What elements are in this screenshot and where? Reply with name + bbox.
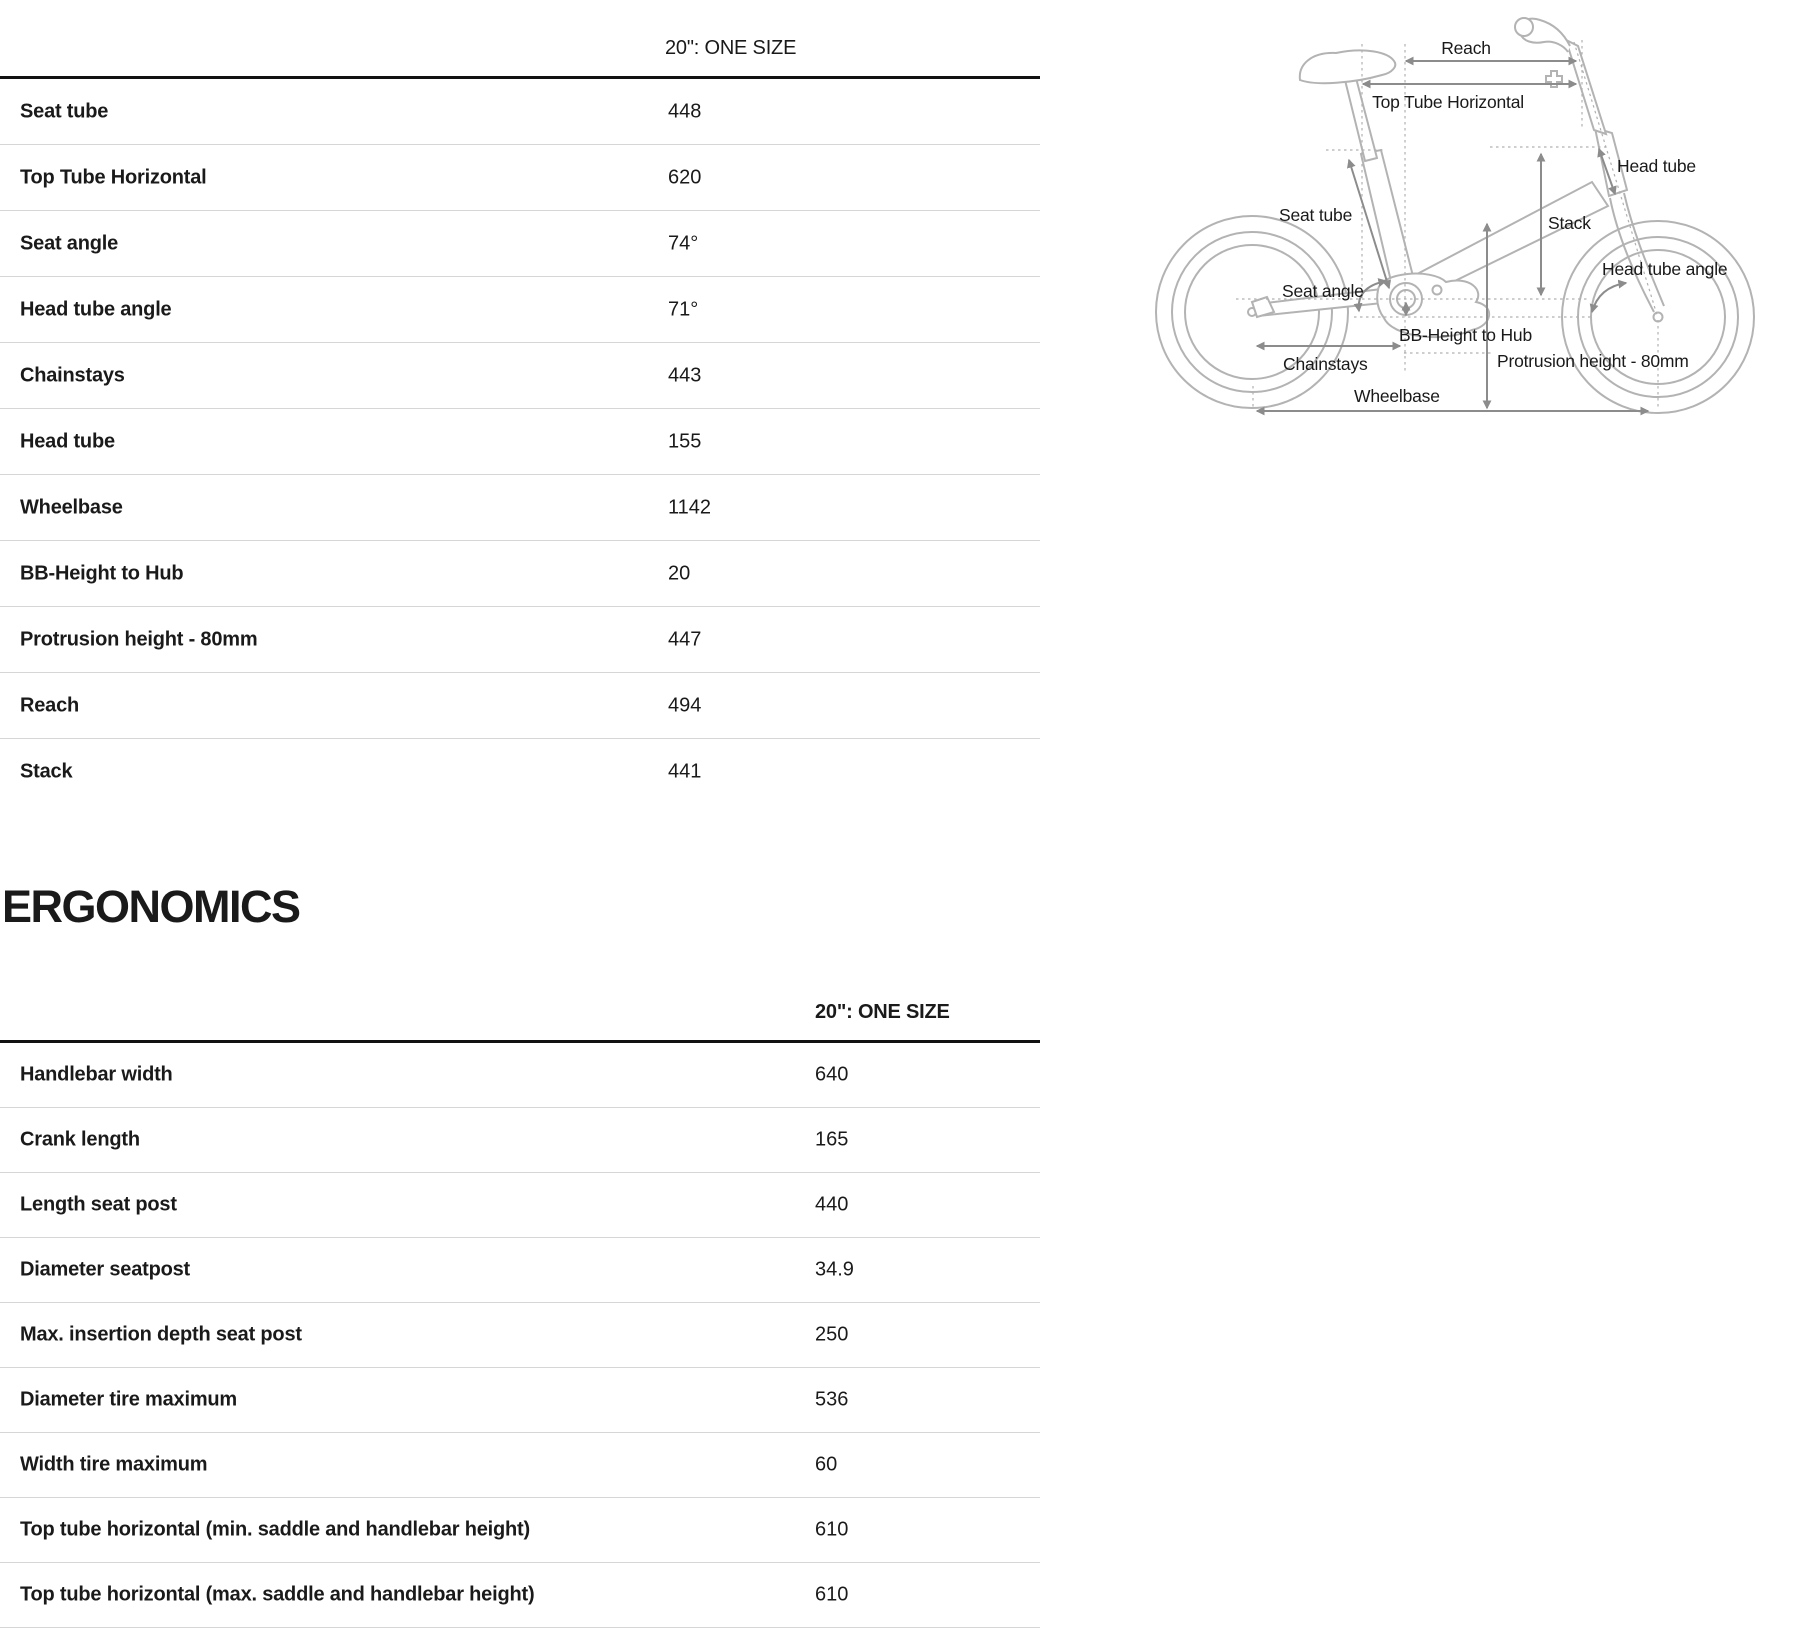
geometry-size-column-header: 20": ONE SIZE [665, 37, 797, 59]
row-value: 620 [668, 166, 702, 188]
diagram-label-reach: Reach [1441, 38, 1491, 58]
table-row [0, 673, 1040, 739]
row-label: Top tube horizontal (min. saddle and handlebar height) [20, 1518, 530, 1541]
row-label: Wheelbase [20, 496, 123, 518]
geometry-table-body [0, 79, 1040, 804]
table-row [0, 343, 1040, 409]
row-label: Diameter seatpost [20, 1258, 190, 1281]
row-value: 1142 [668, 496, 712, 518]
table-row [0, 607, 1040, 673]
row-value: 20 [668, 562, 691, 584]
table-row [0, 1173, 1040, 1238]
page-section-heading: ERGONOMICS [2, 881, 300, 932]
diagram-label-bb-height-to-hub: BB-Height to Hub [1399, 325, 1532, 345]
table-row [0, 79, 1040, 145]
table-row [0, 1043, 1040, 1108]
row-label: Length seat post [20, 1193, 177, 1216]
bike-geometry-diagram-icon [1140, 0, 1812, 440]
row-value: 441 [668, 760, 702, 782]
row-value: 34.9 [815, 1258, 854, 1281]
row-label: Max. insertion depth seat post [20, 1323, 302, 1346]
row-label: Top Tube Horizontal [20, 166, 207, 188]
diagram-label-seat-angle: Seat angle [1282, 281, 1364, 301]
row-value: 610 [815, 1583, 849, 1606]
row-label: Diameter tire maximum [20, 1388, 238, 1411]
row-value: 71° [668, 298, 699, 320]
table-row [0, 145, 1040, 211]
table-row [0, 211, 1040, 277]
row-value: 443 [668, 364, 702, 386]
table-row [0, 1433, 1040, 1498]
table-row [0, 541, 1040, 607]
row-value: 250 [815, 1323, 849, 1346]
row-label: Width tire maximum [20, 1453, 208, 1476]
geometry-table [0, 0, 1040, 804]
row-value: 155 [668, 430, 702, 452]
diagram-label-head-tube-angle: Head tube angle [1602, 259, 1728, 279]
table-row [0, 1303, 1040, 1368]
row-value: 640 [815, 1063, 849, 1086]
row-value: 165 [815, 1128, 849, 1151]
row-label: Protrusion height - 80mm [20, 628, 258, 650]
row-label: Chainstays [20, 364, 125, 386]
diagram-label-protrusion-height: Protrusion height - 80mm [1497, 351, 1689, 371]
row-label: Head tube [20, 430, 115, 452]
table-row [0, 1563, 1040, 1628]
diagram-label-seat-tube: Seat tube [1279, 205, 1353, 225]
table-row [0, 475, 1040, 541]
table-row [0, 409, 1040, 475]
geometry-table-header-row [0, 0, 1040, 79]
ergonomics-table [0, 964, 1040, 1628]
row-value: 610 [815, 1518, 849, 1541]
diagram-label-stack: Stack [1548, 213, 1591, 233]
table-row [0, 1498, 1040, 1563]
row-label: BB-Height to Hub [20, 562, 184, 584]
row-label: Handlebar width [20, 1063, 173, 1086]
table-row [0, 1238, 1040, 1303]
diagram-label-head-tube: Head tube [1617, 156, 1696, 176]
row-value: 440 [815, 1193, 849, 1216]
ergonomics-table-header-row [0, 964, 1040, 1043]
diagram-label-top-tube-horizontal: Top Tube Horizontal [1372, 92, 1524, 112]
row-label: Seat tube [20, 100, 109, 122]
ergonomics-table-body [0, 1043, 1040, 1628]
row-label: Crank length [20, 1128, 140, 1151]
row-value: 536 [815, 1388, 849, 1411]
diagram-label-wheelbase: Wheelbase [1354, 386, 1440, 406]
row-label: Top tube horizontal (max. saddle and handlebar height) [20, 1583, 535, 1606]
diagram-label-chainstays: Chainstays [1283, 354, 1368, 374]
row-label: Head tube angle [20, 298, 172, 320]
table-row [0, 1108, 1040, 1173]
row-value: 447 [668, 628, 702, 650]
row-label: Seat angle [20, 232, 119, 254]
table-row [0, 739, 1040, 804]
row-label: Stack [20, 760, 73, 782]
row-label: Reach [20, 694, 80, 716]
row-value: 74° [668, 232, 699, 254]
table-row [0, 1368, 1040, 1433]
table-row [0, 277, 1040, 343]
row-value: 494 [668, 694, 702, 716]
ergonomics-size-column-header: 20": ONE SIZE [815, 1001, 950, 1023]
rear-wheel-icon [1156, 216, 1348, 408]
row-value: 448 [668, 100, 702, 122]
front-wheel-icon [1562, 221, 1754, 413]
row-value: 60 [815, 1453, 838, 1476]
